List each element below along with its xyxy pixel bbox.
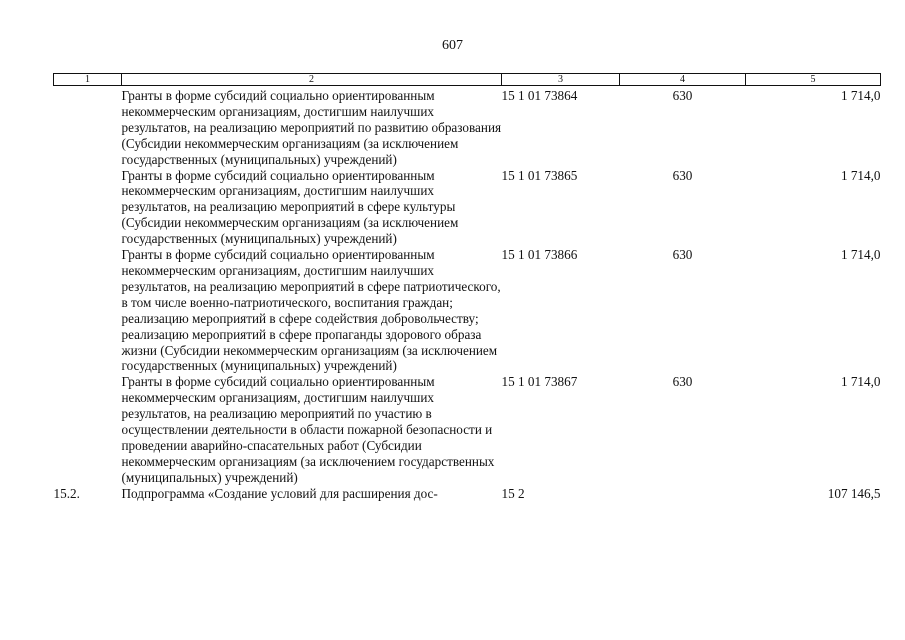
table-header bbox=[54, 74, 881, 86]
header-col-4: 4 bbox=[620, 74, 746, 86]
row-amount: 1 714,0 bbox=[840, 247, 881, 263]
row-code: 15 1 01 73864 bbox=[501, 88, 578, 103]
row-code: 15 1 01 73865 bbox=[501, 167, 578, 183]
row-type bbox=[620, 486, 746, 502]
row-amount: 107 146,5 bbox=[827, 485, 881, 501]
table-row bbox=[54, 247, 881, 374]
budget-table bbox=[53, 73, 881, 502]
row-number bbox=[54, 374, 122, 485]
row-number bbox=[54, 168, 122, 248]
header-col-1: 1 bbox=[54, 74, 122, 86]
row-amount: 1 714,0 bbox=[840, 374, 881, 390]
row-number bbox=[54, 86, 122, 168]
row-code: 15 1 01 73866 bbox=[501, 247, 578, 263]
table-row bbox=[54, 168, 881, 248]
row-name: Гранты в форме субсидий социально ориентированным некоммерческим организациям, достигшим наилучших результатов, на реализацию мероприятий по участию в осуществлении деятельности в области пожарной безопасности и проведении аварийно-спасательных работ (Субсидии некоммерческим организациям (за исключением государственных (муниципальных) учреждений) bbox=[121, 374, 495, 485]
row-name: Гранты в форме субсидий социально ориентированным некоммерческим организациям, достигшим наилучших результатов, на реализацию мероприятий в сфере культуры (Субсидии некоммерческим организациям (за исключением государственных (муниципальных) учреждений) bbox=[121, 167, 459, 247]
row-type: 630 bbox=[672, 247, 693, 263]
header-col-2: 2 bbox=[122, 74, 502, 86]
row-name: Гранты в форме субсидий социально ориентированным некоммерческим организациям, достигшим наилучших результатов, на реализацию мероприятий по развитию образования (Субсидии некоммерческим организациям (за исключением государственных (муниципальных) учреждений) bbox=[121, 88, 502, 167]
header-col-3: 3 bbox=[502, 74, 620, 86]
header-row bbox=[54, 74, 881, 86]
table-row bbox=[54, 486, 881, 502]
table-body bbox=[54, 86, 881, 502]
table-row bbox=[54, 374, 881, 485]
row-name: Подпрограмма «Создание условий для расширения дос- bbox=[121, 485, 438, 501]
row-type: 630 bbox=[672, 374, 693, 390]
row-code: 15 2 bbox=[501, 485, 525, 501]
row-code: 15 1 01 73867 bbox=[501, 374, 578, 390]
row-name: Гранты в форме субсидий социально ориентированным некоммерческим организациям, достигшим наилучших результатов, на реализацию мероприятий в сфере патриотического, в том числе военно-патриотического, воспитания граждан; реализацию мероприятий в сфере содействия добровольчеству; реализацию мероприятий в сфере пропаганды здорового образа жизни (Субсидии некоммерческим организациям (за исключением государственных (муниципальных) учреждений) bbox=[121, 247, 501, 374]
row-type: 630 bbox=[672, 88, 693, 103]
row-type: 630 bbox=[672, 167, 693, 183]
row-amount: 1 714,0 bbox=[840, 88, 881, 103]
row-amount: 1 714,0 bbox=[840, 167, 881, 183]
page-number: 607 bbox=[442, 38, 463, 53]
header-col-5: 5 bbox=[746, 74, 881, 86]
row-number: 15.2. bbox=[53, 485, 80, 501]
table-row bbox=[54, 86, 881, 168]
row-number bbox=[54, 247, 122, 374]
